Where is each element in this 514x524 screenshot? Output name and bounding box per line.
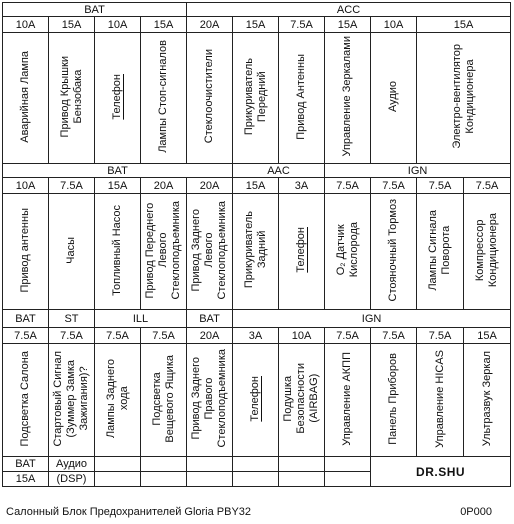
group-label: IGN <box>325 164 511 178</box>
doc-code: 0P000 <box>460 506 492 518</box>
fuse-cell <box>49 194 95 310</box>
group-label: ST <box>49 310 95 328</box>
fuse-label: Лампы Заднего хода <box>104 358 130 439</box>
group-label: IGN <box>233 310 511 328</box>
fuse-label: Управление Зеркалами <box>341 36 354 157</box>
fuse-rating: 15A <box>464 328 511 344</box>
fuse-label: Управление HICAS <box>433 349 446 448</box>
fuse-label: Часы <box>65 236 77 264</box>
fuse-rating: 7.5A <box>371 328 417 344</box>
fuse-rating: 7.5A <box>95 328 141 344</box>
fuse-cell <box>371 33 417 164</box>
fuse-label: Лампы Сигнала Поворота <box>427 209 453 291</box>
empty-cell <box>95 472 141 487</box>
empty-cell <box>233 472 279 487</box>
fuse-cell <box>141 344 187 457</box>
fuse-cell <box>187 344 233 457</box>
fuse-cell <box>464 194 511 310</box>
fuse-rating: 7.5A <box>417 178 464 194</box>
fuse-rating: 20A <box>187 17 233 33</box>
fuse-rating: 7.5A <box>417 328 464 344</box>
fuse-cell <box>279 33 325 164</box>
fuse-label: Привод Антенны <box>295 53 308 140</box>
fuse-cell <box>371 194 417 310</box>
fuse-cell <box>417 33 511 164</box>
fuse-label: Ультразвук Зеркал <box>480 350 493 447</box>
fuse-label: Привод Крышки Бензобака <box>58 55 84 138</box>
fuse-rating: 7.5A <box>371 178 417 194</box>
fuse-cell <box>371 344 417 457</box>
fuse-rating: 10A <box>95 17 141 33</box>
fuse-cell <box>141 194 187 310</box>
credit-label: DR.SHU <box>371 457 511 487</box>
fuse-rating: 7.5A <box>3 328 49 344</box>
fuse-rating: 7.5A <box>325 328 371 344</box>
fuse-label: Стояночный Тормоз <box>387 198 400 302</box>
fuse-rating: 15A <box>95 178 141 194</box>
footer <box>6 506 506 522</box>
empty-cell <box>279 457 325 472</box>
group-label: BAT <box>3 164 233 178</box>
empty-cell <box>233 457 279 472</box>
fuse-cell <box>233 33 279 164</box>
fuse-rating: 3A <box>279 178 325 194</box>
fuse-label: Телефон <box>111 73 123 120</box>
empty-cell <box>95 457 141 472</box>
empty-cell <box>141 457 187 472</box>
fuse-label: Управление АКПП <box>341 351 354 446</box>
fuse-rating: 7.5A <box>279 17 325 33</box>
fuse-cell <box>325 194 371 310</box>
fuse-rating: 7.5A <box>141 328 187 344</box>
fuse-cell <box>233 194 279 310</box>
fuse-cell <box>279 194 325 310</box>
fuse-rating: 15A <box>141 17 187 33</box>
fuse-label: Привод антенны <box>19 207 31 293</box>
fuse-chart <box>2 2 510 487</box>
fuse-label: Электро-вентилятор Кондиционера <box>450 44 476 149</box>
fuse-rating: 7.5A <box>464 178 511 194</box>
fuse-label: Аварийная Лампа <box>19 50 31 143</box>
fuse-rating: 20A <box>187 178 233 194</box>
fuse-rating: 20A <box>141 178 187 194</box>
group-label: ILL <box>95 310 187 328</box>
fuse-cell <box>49 344 95 457</box>
fuse-cell <box>3 344 49 457</box>
fuse-cell <box>49 33 95 164</box>
fuse-label: Аудио <box>387 80 400 113</box>
fuse-cell <box>417 344 464 457</box>
group-label: BAT <box>3 3 187 17</box>
fuse-label: Привод Заднего Левого Стеклоподъемника <box>190 200 229 300</box>
fuse-label: Подсветка Вещевого Ящика <box>150 354 176 443</box>
fuse-label: Прикуриватель Передний <box>242 57 268 136</box>
fuse-rating: 20A <box>187 328 233 344</box>
fuse-rating: 10A <box>3 17 49 33</box>
fuse-rating: 10A <box>279 328 325 344</box>
empty-cell <box>187 472 233 487</box>
empty-cell <box>141 472 187 487</box>
fuse-cell <box>417 194 464 310</box>
fuse-cell <box>325 344 371 457</box>
fuse-rating: 7.5A <box>49 328 95 344</box>
group-label: BAT <box>187 310 233 328</box>
fuse-rating: 15A <box>233 17 279 33</box>
fuse-label: Панель Приборов <box>387 352 400 445</box>
fuse-cell <box>95 33 141 164</box>
fuse-rating: 15A <box>49 17 95 33</box>
fuse-rating: 10A <box>3 178 49 194</box>
group-label: AAC <box>233 164 325 178</box>
fuse-label: Стеклоочистители <box>203 49 216 144</box>
group-label: BAT <box>3 310 49 328</box>
fuse-label: Лампы Стоп-сигналов <box>157 40 169 153</box>
group-label: ACC <box>187 3 511 17</box>
fuse-label: Компрессор Кондиционера <box>474 212 500 288</box>
fuse-cell <box>187 33 233 164</box>
fuse-cell <box>233 344 279 457</box>
fuse-cell <box>3 194 49 310</box>
empty-cell <box>325 457 371 472</box>
fuse-label: Аудио <box>49 457 95 472</box>
fuse-cell <box>464 344 511 457</box>
fuse-cell <box>3 33 49 164</box>
fuse-cell <box>95 344 141 457</box>
fuse-rating: 7.5A <box>49 178 95 194</box>
fuse-rating: 7.5A <box>325 178 371 194</box>
fuse-label: O₂ Датчик Кислорода <box>334 222 360 278</box>
fuse-label: Подушка Безопасности (AIRBAG) <box>282 363 321 434</box>
fuse-label: Телефон <box>249 375 262 422</box>
fuse-rating: 15A <box>3 472 49 487</box>
empty-cell <box>325 472 371 487</box>
fuse-label: (DSP) <box>49 472 95 487</box>
group-label: BAT <box>3 457 49 472</box>
empty-cell <box>187 457 233 472</box>
fuse-rating: 15A <box>233 178 279 194</box>
fuse-cell <box>325 33 371 164</box>
fuse-rating: 15A <box>417 17 511 33</box>
fuse-rating: 10A <box>371 17 417 33</box>
fuse-cell <box>95 194 141 310</box>
fuse-label: Топливный Насос <box>111 204 123 296</box>
fuse-label: Телефон <box>295 227 308 273</box>
fuse-table <box>2 2 511 487</box>
empty-cell <box>279 472 325 487</box>
fuse-label: Стартовый Сигнал (Зуммер Замка Зажигания)? <box>52 350 90 447</box>
fuse-label: Прикуриватель Задний <box>242 211 268 289</box>
fuse-rating: 3A <box>233 328 279 344</box>
fuse-label: Подсветка Салона <box>19 350 31 447</box>
fuse-cell <box>141 33 187 164</box>
fuse-label: Привод Переднего Левого Стеклоподъемника <box>144 200 182 300</box>
fuse-cell <box>279 344 325 457</box>
fuse-label: Привод Заднего Правого Стеклоподъемника <box>190 349 229 448</box>
fuse-rating: 15A <box>325 17 371 33</box>
fuse-cell <box>187 194 233 310</box>
caption: Салонный Блок Предохранителей Gloria PBY32 <box>6 506 252 518</box>
